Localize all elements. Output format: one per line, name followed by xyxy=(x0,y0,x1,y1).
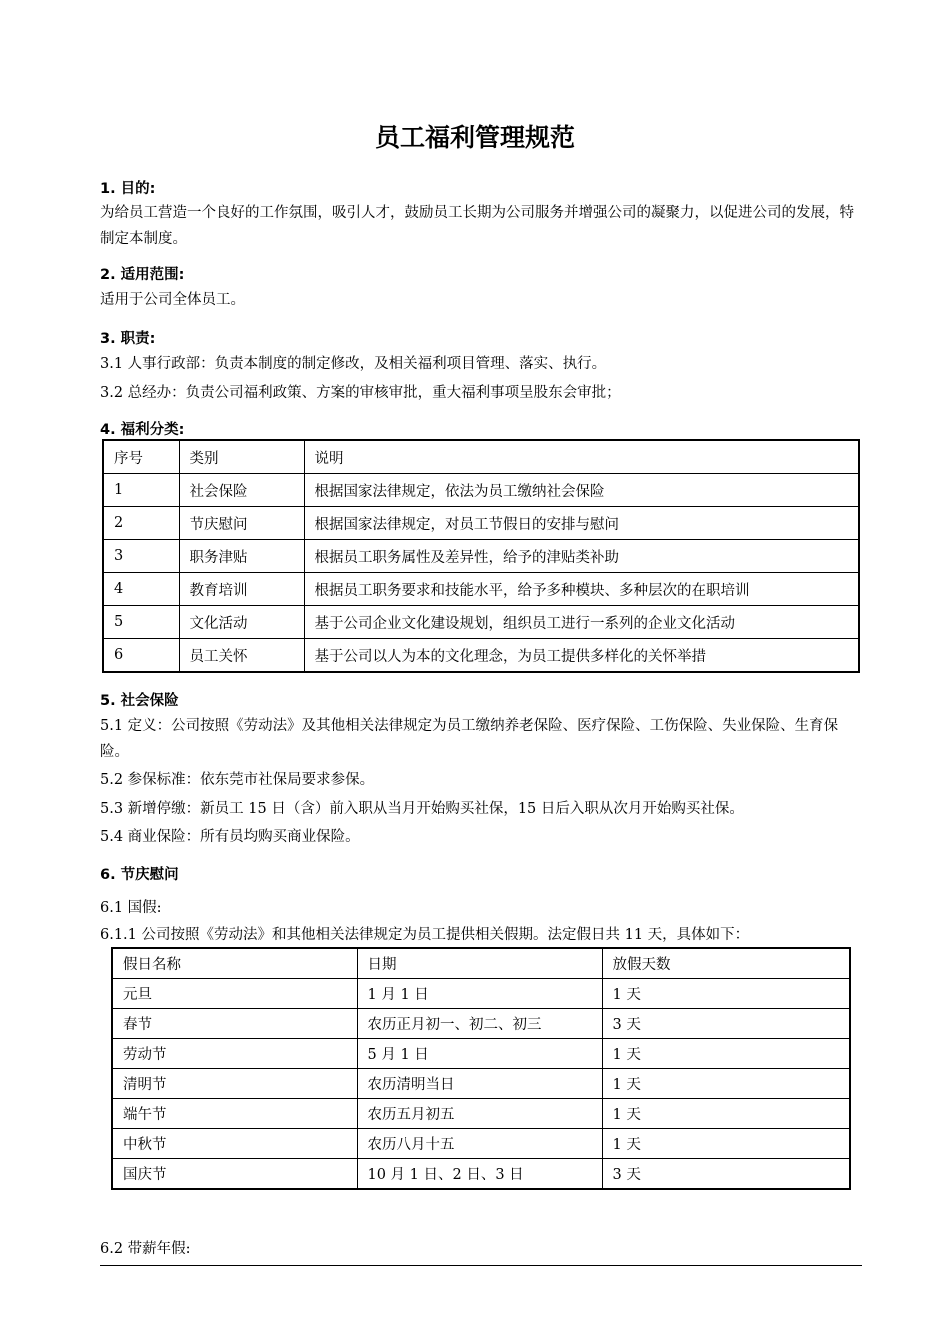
table-cell: 春节 xyxy=(112,1009,357,1039)
holiday-table-row xyxy=(112,1009,850,1039)
table-cell: 4 xyxy=(103,573,179,606)
welfare-table-row xyxy=(103,606,859,639)
welfare-table-row xyxy=(103,639,859,673)
table-cell: 5 月 1 日 xyxy=(357,1039,602,1069)
section-6-item-2: 6.2 带薪年假: xyxy=(100,1241,191,1257)
section-6-item-1-1: 6.1.1 公司按照《劳动法》和其他相关法律规定为员工提供相关假期。法定假日共 11 天，具体如下： xyxy=(100,927,750,943)
holiday-table xyxy=(111,947,851,1190)
table-cell: 国庆节 xyxy=(112,1159,357,1190)
table-cell: 清明节 xyxy=(112,1069,357,1099)
table-cell: 中秋节 xyxy=(112,1129,357,1159)
holiday-table-row xyxy=(112,979,850,1009)
table-cell: 1 月 1 日 xyxy=(357,979,602,1009)
table-cell: 文化活动 xyxy=(179,606,304,639)
section-6-heading: 6. 节庆慰问 xyxy=(100,867,179,883)
table-cell: 2 xyxy=(103,507,179,540)
section-2-body: 适用于公司全体员工。 xyxy=(100,292,245,308)
table-cell: 5 xyxy=(103,606,179,639)
table-cell: 节庆慰问 xyxy=(179,507,304,540)
welfare-table-row xyxy=(103,474,859,507)
section-1-body: 为给员工营造一个良好的工作氛围，吸引人才，鼓励员工长期为公司服务并增强公司的凝聚力，以促进公司的发展，特制定本制度。 xyxy=(100,205,854,247)
table-cell: 1 天 xyxy=(602,1069,850,1099)
table-cell: 教育培训 xyxy=(179,573,304,606)
welfare-table-row xyxy=(103,573,859,606)
section-6-item-1: 6.1 国假: xyxy=(100,900,162,916)
holiday-table-row xyxy=(112,1039,850,1069)
table-cell: 劳动节 xyxy=(112,1039,357,1069)
section-5-item-2: 5.2 参保标准：依东莞市社保局要求参保。 xyxy=(100,772,375,788)
table-cell: 3 天 xyxy=(602,1009,850,1039)
section-2-heading: 2. 适用范围: xyxy=(100,267,185,283)
table-cell: 端午节 xyxy=(112,1099,357,1129)
page-title: 员工福利管理规范 xyxy=(374,123,575,152)
section-5-item-3: 5.3 新增停缴：新员工 15 日（含）前入职从当月开始购买社保，15 日后入职从次月开始购买社保。 xyxy=(100,801,744,817)
table-cell: 农历八月十五 xyxy=(357,1129,602,1159)
holiday-table-row xyxy=(112,1099,850,1129)
table-cell: 3 天 xyxy=(602,1159,850,1190)
column-header: 序号 xyxy=(103,440,179,474)
section-5-item-4: 5.4 商业保险：所有员均购买商业保险。 xyxy=(100,829,360,845)
holiday-table-row xyxy=(112,1159,850,1190)
table-cell: 农历正月初一、初二、初三 xyxy=(357,1009,602,1039)
section-1-heading: 1. 目的: xyxy=(100,181,156,197)
holiday-table-header-row xyxy=(112,948,850,979)
table-cell: 1 xyxy=(103,474,179,507)
table-cell: 社会保险 xyxy=(179,474,304,507)
table-cell: 10 月 1 日、2 日、3 日 xyxy=(357,1159,602,1190)
table-cell: 3 xyxy=(103,540,179,573)
table-cell: 根据国家法律规定，依法为员工缴纳社会保险 xyxy=(304,474,859,507)
table-cell: 农历五月初五 xyxy=(357,1099,602,1129)
welfare-table-header-row xyxy=(103,440,859,474)
column-header: 日期 xyxy=(357,948,602,979)
table-cell: 根据员工职务属性及差异性，给予的津贴类补助 xyxy=(304,540,859,573)
welfare-table-row xyxy=(103,540,859,573)
table-cell: 根据国家法律规定，对员工节假日的安排与慰问 xyxy=(304,507,859,540)
table-cell: 6 xyxy=(103,639,179,673)
column-header: 放假天数 xyxy=(602,948,850,979)
column-header: 假日名称 xyxy=(112,948,357,979)
table-cell: 1 天 xyxy=(602,1099,850,1129)
section-4-heading: 4. 福利分类: xyxy=(100,422,185,438)
column-header: 类别 xyxy=(179,440,304,474)
column-header: 说明 xyxy=(304,440,859,474)
table-cell: 1 天 xyxy=(602,1039,850,1069)
section-5-item-1: 5.1 定义：公司按照《劳动法》及其他相关法律规定为员工缴纳养老保险、医疗保险、工伤保险、失业保险、生育保险。 xyxy=(100,718,839,760)
welfare-table-row xyxy=(103,507,859,540)
section-3-item-2: 3.2 总经办：负责公司福利政策、方案的审核审批，重大福利事项呈股东会审批； xyxy=(100,385,621,401)
section-5-heading: 5. 社会保险 xyxy=(100,693,179,709)
table-cell: 1 天 xyxy=(602,1129,850,1159)
welfare-table xyxy=(102,439,860,673)
page-bottom-rule xyxy=(100,1265,862,1266)
table-cell: 元旦 xyxy=(112,979,357,1009)
table-cell: 根据员工职务要求和技能水平，给予多种模块、多种层次的在职培训 xyxy=(304,573,859,606)
table-cell: 基于公司企业文化建设规划，组织员工进行一系列的企业文化活动 xyxy=(304,606,859,639)
table-cell: 职务津贴 xyxy=(179,540,304,573)
holiday-table-row xyxy=(112,1129,850,1159)
section-3-heading: 3. 职责: xyxy=(100,331,156,347)
table-cell: 农历清明当日 xyxy=(357,1069,602,1099)
holiday-table-row xyxy=(112,1069,850,1099)
table-cell: 员工关怀 xyxy=(179,639,304,673)
table-cell: 基于公司以人为本的文化理念，为员工提供多样化的关怀举措 xyxy=(304,639,859,673)
section-3-item-1: 3.1 人事行政部：负责本制度的制定修改，及相关福利项目管理、落实、执行。 xyxy=(100,356,607,372)
table-cell: 1 天 xyxy=(602,979,850,1009)
